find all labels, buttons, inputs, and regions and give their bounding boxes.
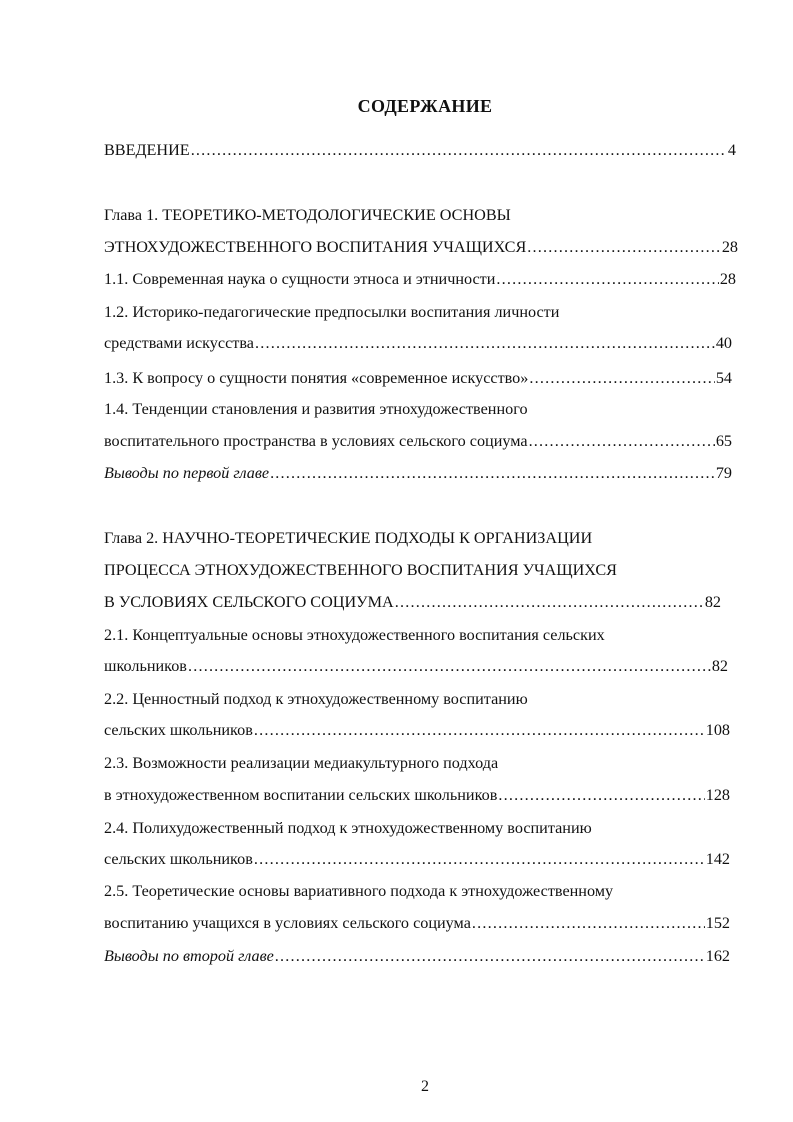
toc-entry-text: школьников [104, 657, 187, 675]
leader-dots [270, 461, 715, 485]
toc-entry-introduction [104, 138, 736, 162]
toc-page-number: 162 [705, 947, 730, 965]
toc-entry-2-2 [104, 718, 730, 742]
toc-entry-text: 1.3. К вопросу о сущности понятия «современное искусство» [104, 369, 529, 387]
toc-entry-1-1 [104, 267, 736, 291]
leader-dots [529, 429, 715, 453]
toc-entry-text: В УСЛОВИЯХ СЕЛЬСКОГО СОЦИУМА [104, 593, 394, 611]
toc-page-number: 108 [705, 721, 730, 739]
leader-dots [254, 847, 705, 871]
toc-page-number: 82 [711, 657, 728, 675]
toc-entry-text: воспитательного пространства в условиях сельского социума [104, 432, 528, 450]
toc-entry-2-4-line1: 2.4. Полихудожественный подход к этнохудожественному воспитанию [104, 819, 592, 837]
toc-entry-1-2-line1: 1.2. Историко-педагогические предпосылки воспитания личности [104, 303, 560, 321]
toc-page-number: 54 [715, 369, 732, 387]
leader-dots [275, 944, 705, 968]
toc-page-number: 28 [721, 238, 738, 256]
toc-page-number: 65 [715, 432, 732, 450]
toc-entry-text: воспитанию учащихся в условиях сельского социума [104, 914, 471, 932]
toc-entry-2-5 [104, 911, 730, 935]
toc-entry-chapter-2-conclusion [104, 944, 730, 968]
chapter-1-heading: Глава 1. ТЕОРЕТИКО-МЕТОДОЛОГИЧЕСКИЕ ОСНОВЫ [104, 206, 511, 224]
leader-dots [498, 783, 704, 807]
toc-entry-text: ЭТНОХУДОЖЕСТВЕННОГО ВОСПИТАНИЯ УЧАЩИХСЯ [104, 238, 527, 256]
leader-dots [191, 138, 727, 162]
page-number: 2 [421, 1078, 429, 1095]
toc-entry-text: Выводы по первой главе [104, 464, 270, 482]
toc-entry-text: Выводы по второй главе [104, 947, 274, 965]
toc-page-number: 79 [715, 464, 732, 482]
toc-entry-2-1-line1: 2.1. Концептуальные основы этнохудожественного воспитания сельских [104, 626, 605, 644]
toc-page-number: 142 [705, 850, 730, 868]
leader-dots [527, 235, 721, 259]
toc-entry-chapter-1 [104, 235, 738, 259]
toc-entry-2-5-line1: 2.5. Теоретические основы вариативного подхода к этнохудожественному [104, 882, 614, 900]
toc-page-number: 128 [705, 786, 730, 804]
leader-dots [529, 366, 714, 390]
toc-entry-2-2-line1: 2.2. Ценностный подход к этнохудожественному воспитанию [104, 690, 528, 708]
leader-dots [472, 911, 705, 935]
toc-entry-chapter-1-conclusion [104, 461, 732, 485]
toc-entry-1-3 [104, 366, 732, 390]
leader-dots [395, 590, 704, 614]
leader-dots [255, 331, 715, 355]
toc-entry-chapter-2 [104, 590, 721, 614]
toc-entry-1-4 [104, 429, 732, 453]
toc-entry-text: 1.1. Современная наука о сущности этноса и этничности [104, 270, 496, 288]
leader-dots [254, 718, 705, 742]
toc-entry-2-3 [104, 783, 730, 807]
toc-page-number: 28 [719, 270, 736, 288]
toc-entry-2-3-line1: 2.3. Возможности реализации медиакультурного подхода [104, 754, 499, 772]
toc-entry-text: сельских школьников [104, 721, 253, 739]
chapter-2-heading-line2: ПРОЦЕССА ЭТНОХУДОЖЕСТВЕННОГО ВОСПИТАНИЯ УЧАЩИХСЯ [104, 561, 617, 579]
toc-page-number: 152 [705, 914, 730, 932]
toc-page-number: 40 [715, 334, 732, 352]
toc-page-number: 4 [727, 141, 736, 159]
toc-entry-text: средствами искусства [104, 334, 254, 352]
toc-page-number: 82 [704, 593, 721, 611]
leader-dots [496, 267, 718, 291]
toc-entry-text: сельских школьников [104, 850, 253, 868]
toc-entry-2-4 [104, 847, 730, 871]
chapter-2-heading-line1: Глава 2. НАУЧНО-ТЕОРЕТИЧЕСКИЕ ПОДХОДЫ К ОРГАНИЗАЦИИ [104, 529, 593, 547]
toc-entry-text: ВВЕДЕНИЕ [104, 141, 190, 159]
toc-entry-1-2 [104, 331, 732, 355]
toc-entry-text: в этнохудожественном воспитании сельских школьников [104, 786, 498, 804]
toc-entry-1-4-line1: 1.4. Тенденции становления и развития этнохудожественного [104, 400, 528, 418]
leader-dots [188, 654, 711, 678]
toc-entry-2-1 [104, 654, 728, 678]
page-title: СОДЕРЖАНИЕ [357, 96, 493, 116]
